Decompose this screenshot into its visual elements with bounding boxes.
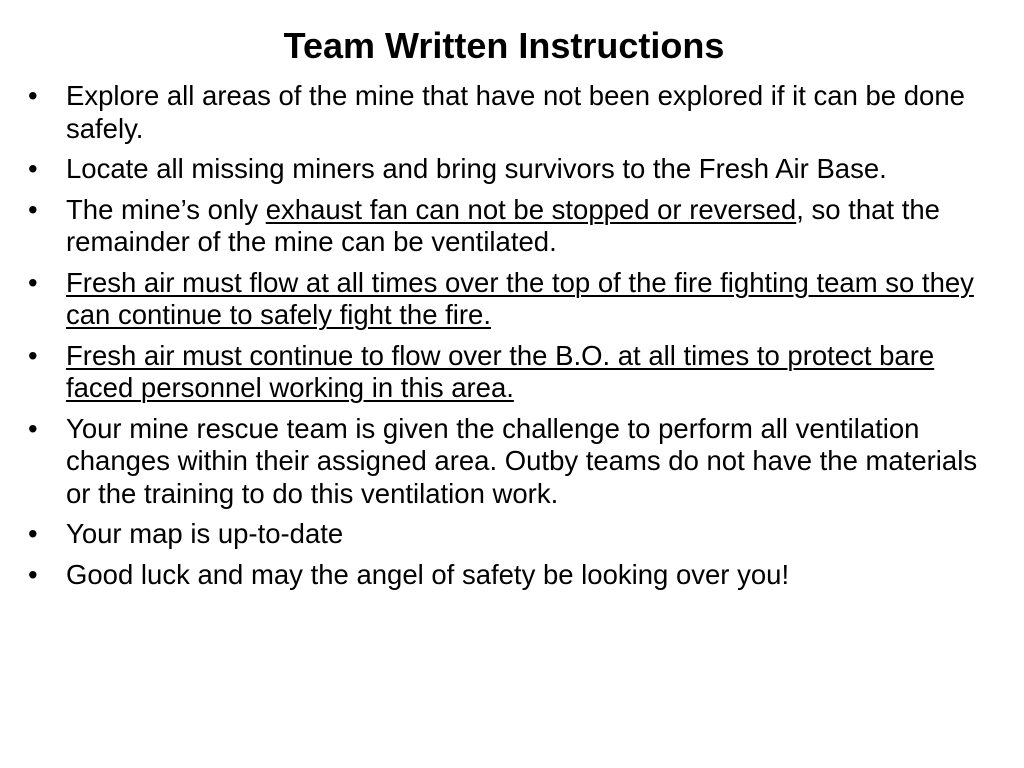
bullet-text: Your map is up-to-date — [66, 518, 344, 549]
bullet-text-underlined: Fresh air must continue to flow over the B.O. at all times to protect bare faced personnel working in this area. — [66, 339, 935, 403]
bullet-text-suffix: , so that the remainder of the mine can be ventilated. — [66, 193, 940, 257]
bullet-icon: • — [28, 339, 38, 371]
bullet-item — [28, 413, 998, 511]
bullet-item — [28, 340, 998, 405]
bullet-text: Explore all areas of the mine that have not been explored if it can be done safely. — [66, 80, 965, 144]
bullet-icon: • — [28, 558, 38, 590]
bullet-text-underlined: exhaust fan can not be stopped or reversed — [265, 193, 797, 225]
bullet-item — [28, 80, 998, 145]
bullet-icon: • — [28, 518, 38, 549]
bullet-item — [28, 194, 998, 259]
bullet-icon: • — [28, 412, 38, 444]
slide-title: Team Written Instructions — [283, 25, 725, 66]
bullet-item — [28, 559, 998, 592]
bullet-list — [28, 80, 998, 599]
bullet-icon: • — [28, 193, 38, 225]
bullet-text-underlined: Fresh air must flow at all times over the top of the fire fighting team so they can continue to safely fight the fire. — [66, 266, 974, 330]
bullet-item — [28, 518, 998, 551]
bullet-text: Locate all missing miners and bring survivors to the Fresh Air Base. — [66, 153, 887, 184]
bullet-text: Good luck and may the angel of safety be looking over you! — [66, 558, 790, 590]
bullet-icon: • — [28, 80, 38, 111]
bullet-item — [28, 267, 998, 332]
bullet-icon: • — [28, 153, 38, 184]
bullet-text-prefix: The mine’s only — [66, 193, 266, 225]
bullet-icon: • — [28, 266, 38, 298]
bullet-item — [28, 153, 998, 186]
bullet-text: Your mine rescue team is given the challenge to perform all ventilation changes within their assigned area. Outby teams do not have the materials or the training to do this ventilation work. — [66, 412, 978, 509]
